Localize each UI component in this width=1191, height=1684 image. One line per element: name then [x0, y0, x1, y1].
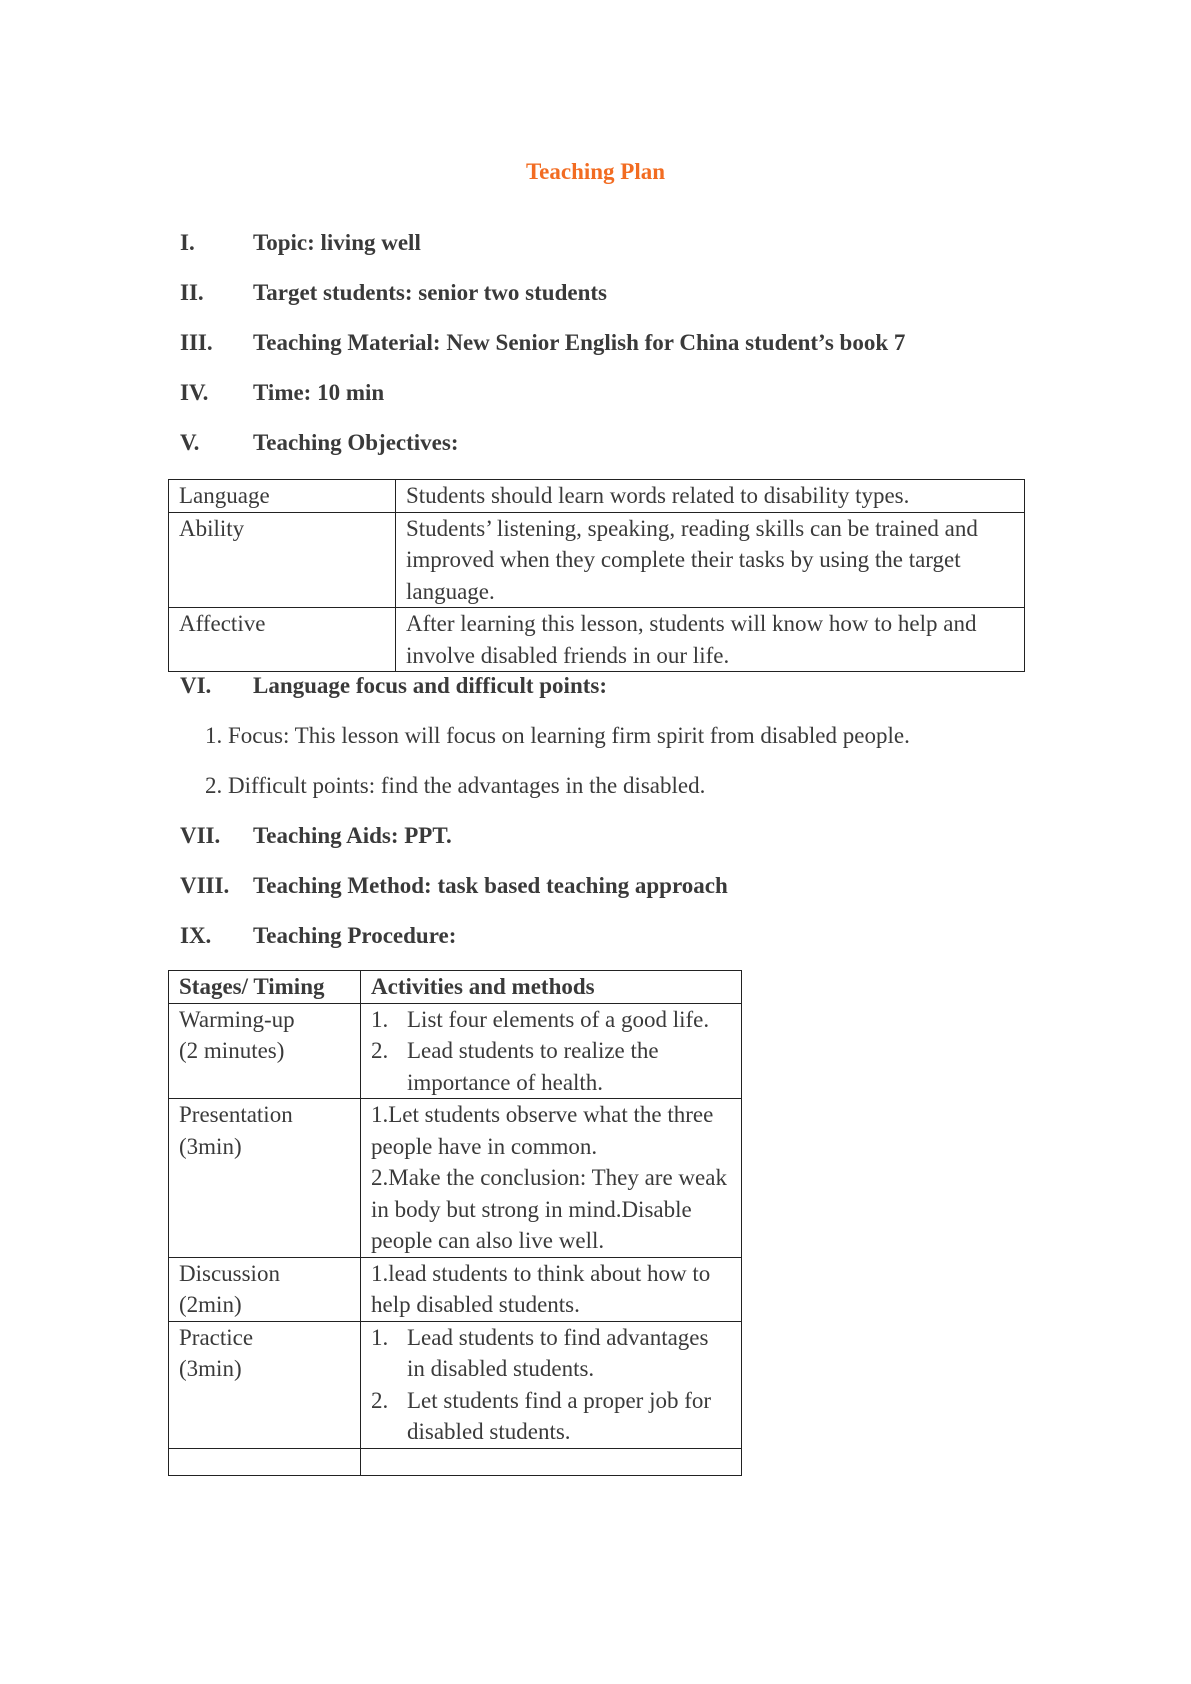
stage-cell — [169, 1321, 361, 1448]
objective-label: Language — [169, 480, 396, 513]
stage-name: Discussion — [179, 1260, 280, 1286]
objective-label: Ability — [169, 512, 396, 608]
stage-timing: (3min) — [179, 1133, 242, 1159]
procedure-table — [168, 970, 742, 1476]
empty-cell — [169, 1448, 361, 1475]
stage-timing: (2 minutes) — [179, 1038, 285, 1063]
focus-point: 1. Focus: This lesson will focus on learning firm spirit from disabled people. — [205, 723, 910, 748]
heading-number: II. — [180, 280, 204, 305]
table-row — [169, 1099, 742, 1258]
item-number: 2. — [371, 1038, 389, 1063]
list-item — [371, 1035, 731, 1098]
heading-number: I. — [180, 230, 195, 255]
table-row — [169, 1321, 742, 1448]
item-text: Lead students to realize the importance of health. — [407, 1038, 659, 1095]
activity-line: 2.Make the conclusion: They are weak in body but strong in mind.Disable people can also live well. — [371, 1165, 727, 1253]
activities-cell — [361, 1003, 742, 1099]
table-row — [169, 512, 1025, 608]
table-header-row — [169, 971, 742, 1004]
heading-number: IV. — [180, 380, 209, 405]
heading-number: VIII. — [180, 873, 230, 898]
item-number: 1. — [371, 1006, 389, 1032]
stage-cell — [169, 1099, 361, 1258]
heading-text: Teaching Objectives: — [253, 430, 459, 455]
item-text: Lead students to find advantages in disabled students. — [407, 1324, 709, 1381]
heading-text: Teaching Aids: PPT. — [253, 823, 452, 848]
table-row — [169, 1257, 742, 1321]
heading-text: Topic: living well — [253, 230, 421, 255]
heading-teaching-method — [180, 871, 728, 901]
heading-text: Teaching Material: New Senior English for China student’s book 7 — [253, 330, 906, 355]
activities-cell — [361, 1321, 742, 1448]
heading-text: Time: 10 min — [253, 380, 385, 405]
list-item — [371, 1004, 731, 1036]
activity-line: 1.Let students observe what the three people have in common. — [371, 1102, 714, 1159]
heading-text: Language focus and difficult points: — [253, 673, 608, 698]
table-row — [169, 480, 1025, 513]
stage-timing: (3min) — [179, 1356, 242, 1381]
heading-teaching-procedure — [180, 921, 456, 951]
page-title: Teaching Plan — [525, 159, 666, 184]
table-row — [169, 1003, 742, 1099]
heading-language-focus — [180, 671, 607, 701]
activities-cell — [361, 1099, 742, 1258]
empty-table-row — [169, 1448, 742, 1475]
objective-text: Students’ listening, speaking, reading skills can be trained and improved when they complete their tasks by using the target language. — [396, 512, 1025, 608]
stage-cell — [169, 1257, 361, 1321]
heading-number: IX. — [180, 923, 212, 948]
item-text: List four elements of a good life. — [407, 1006, 710, 1032]
stage-cell — [169, 1003, 361, 1099]
difficult-point: 2. Difficult points: find the advantages in the disabled. — [205, 773, 706, 798]
heading-topic — [180, 228, 421, 258]
heading-number: V. — [180, 430, 200, 455]
stage-name: Presentation — [179, 1102, 293, 1127]
heading-objectives — [180, 428, 459, 458]
heading-number: III. — [180, 330, 213, 355]
table-row — [169, 608, 1025, 672]
activity-list — [371, 1004, 731, 1099]
objectives-table — [168, 479, 1025, 672]
column-header: Stages/ Timing — [169, 971, 361, 1004]
empty-cell — [361, 1448, 742, 1475]
heading-number: VI. — [180, 673, 212, 698]
item-number: 2. — [371, 1387, 389, 1413]
column-header: Activities and methods — [361, 971, 742, 1004]
heading-text: Teaching Procedure: — [253, 923, 457, 948]
heading-text: Teaching Method: task based teaching approach — [253, 873, 728, 898]
heading-text: Target students: senior two students — [253, 280, 607, 305]
heading-teaching-aids — [180, 821, 452, 851]
activity-line: 1.lead students to think about how to help disabled students. — [371, 1260, 711, 1317]
list-item — [371, 1322, 731, 1385]
heading-teaching-material — [180, 328, 905, 358]
stage-name: Practice — [179, 1324, 254, 1350]
stage-timing: (2min) — [179, 1292, 242, 1317]
objective-text: Students should learn words related to disability types. — [396, 480, 1025, 513]
objective-text: After learning this lesson, students will know how to help and involve disabled friends in our life. — [396, 608, 1025, 672]
activity-list — [371, 1322, 731, 1448]
item-text: Let students find a proper job for disabled students. — [407, 1387, 712, 1444]
list-item — [371, 1385, 731, 1448]
activities-cell — [361, 1257, 742, 1321]
stage-name: Warming-up — [179, 1006, 295, 1032]
item-number: 1. — [371, 1324, 389, 1350]
heading-number: VII. — [180, 823, 221, 848]
objective-label: Affective — [169, 608, 396, 672]
heading-time — [180, 378, 384, 408]
heading-target-students — [180, 278, 607, 308]
